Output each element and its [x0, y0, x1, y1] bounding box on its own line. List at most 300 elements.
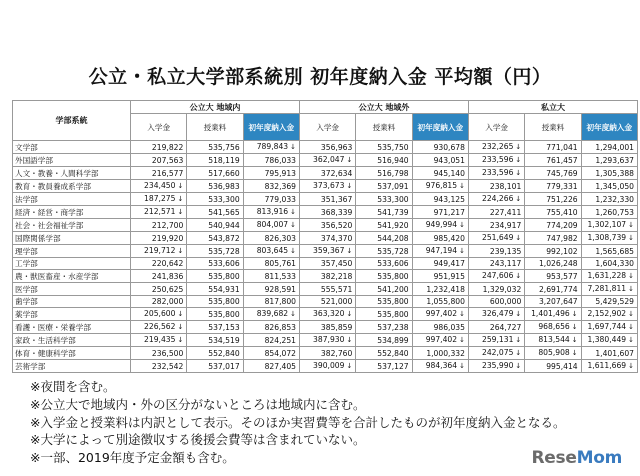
col-admission: 入学金	[299, 114, 355, 141]
cell-value: 1,565,685	[595, 246, 634, 256]
decrease-arrow-icon: ↓	[177, 310, 184, 318]
table-cell	[131, 193, 187, 206]
cell-value: 543,872	[208, 233, 240, 243]
cell-value: 839,682	[256, 309, 289, 318]
table-cell	[131, 347, 187, 360]
footnote: ※入学金と授業料は内訳として表示。そのほか実習費等を合計したものが初年度納入金となる。	[30, 414, 566, 430]
table-cell	[243, 296, 299, 308]
cell-value: 372,634	[320, 168, 353, 178]
cell-value: 187,275	[144, 194, 176, 203]
table-cell	[525, 283, 581, 296]
table-cell	[187, 167, 243, 180]
row-label: 体育・健康科学部	[13, 347, 131, 360]
table-cell	[412, 308, 468, 321]
table-cell	[131, 154, 187, 167]
cell-value: 811,533	[264, 271, 296, 281]
table-cell	[525, 334, 581, 347]
table-cell	[356, 283, 412, 296]
table-cell	[412, 334, 468, 347]
table-row	[13, 308, 638, 321]
table-cell	[468, 167, 524, 180]
table-cell	[187, 334, 243, 347]
decrease-arrow-icon: ↓	[515, 195, 522, 203]
decrease-arrow-icon: ↓	[515, 143, 522, 151]
table-cell	[412, 232, 468, 245]
cell-value: 1,631,228	[587, 271, 627, 280]
cell-value: 943,125	[433, 194, 465, 204]
table-cell	[299, 283, 355, 296]
table-cell	[187, 347, 243, 360]
cell-value: 516,940	[377, 155, 409, 165]
decrease-arrow-icon: ↓	[515, 349, 522, 357]
cell-value: 216,577	[151, 168, 184, 178]
table-cell	[243, 347, 299, 360]
cell-value: 382,218	[320, 271, 353, 281]
table-cell	[525, 270, 581, 283]
table-cell	[412, 360, 468, 373]
table-cell	[299, 219, 355, 232]
cell-value: 997,402	[425, 309, 458, 318]
decrease-arrow-icon: ↓	[177, 182, 184, 190]
table-cell	[412, 347, 468, 360]
row-label: 国際関係学部	[13, 232, 131, 245]
table-cell	[581, 321, 637, 334]
table-cell	[187, 245, 243, 258]
cell-value: 227,411	[489, 207, 522, 217]
footnote: ※大学によって別途徴収する後援会費等は含まれていない。	[30, 432, 366, 448]
decrease-arrow-icon: ↓	[628, 362, 634, 370]
table-cell	[187, 308, 243, 321]
cell-value: 533,300	[377, 194, 409, 204]
cell-value: 1,232,418	[426, 284, 465, 294]
cell-value: 1,260,753	[595, 207, 634, 217]
cell-value: 205,600	[144, 309, 176, 318]
table-row	[13, 154, 638, 167]
table-cell	[468, 193, 524, 206]
table-cell	[412, 219, 468, 232]
cell-value: 984,364	[425, 361, 458, 370]
cell-value: 540,944	[208, 220, 240, 230]
decrease-arrow-icon: ↓	[628, 323, 634, 331]
cell-value: 535,750	[377, 142, 409, 152]
table-cell	[412, 206, 468, 219]
cell-value: 774,209	[546, 220, 578, 230]
cell-value: 387,930	[313, 335, 345, 344]
cell-value: 761,457	[546, 155, 578, 165]
decrease-arrow-icon: ↓	[459, 182, 465, 190]
table-cell	[468, 308, 524, 321]
cell-value: 247,606	[482, 271, 514, 280]
cell-value: 541,200	[377, 284, 409, 294]
cell-value: 374,370	[320, 233, 353, 243]
table-cell	[525, 219, 581, 232]
table-row	[13, 167, 638, 180]
table-cell	[243, 270, 299, 283]
cell-value: 535,800	[377, 271, 409, 281]
decrease-arrow-icon: ↓	[571, 349, 578, 357]
cell-value: 541,565	[208, 207, 240, 217]
table-cell	[187, 180, 243, 193]
table-cell	[299, 321, 355, 334]
table-cell	[412, 270, 468, 283]
table-cell	[581, 167, 637, 180]
cell-value: 516,798	[377, 168, 409, 178]
table-cell	[299, 334, 355, 347]
cell-value: 2,152,902	[587, 309, 627, 318]
table-cell	[525, 180, 581, 193]
table-cell	[187, 258, 243, 270]
table-cell	[187, 321, 243, 334]
table-cell	[131, 360, 187, 373]
cell-value: 943,051	[433, 155, 465, 165]
cell-value: 356,963	[320, 142, 353, 152]
cell-value: 779,331	[546, 181, 578, 191]
cell-value: 535,728	[208, 246, 240, 256]
cell-value: 537,017	[208, 361, 240, 371]
resemom-logo: ReseMom	[531, 448, 622, 468]
table-cell	[356, 193, 412, 206]
cell-value: 382,760	[320, 348, 353, 358]
table-cell	[356, 347, 412, 360]
cell-value: 928,591	[264, 284, 296, 294]
cell-value: 827,405	[264, 361, 296, 371]
table-cell	[525, 321, 581, 334]
decrease-arrow-icon: ↓	[346, 362, 353, 370]
cell-value: 212,571	[144, 207, 176, 216]
cell-value: 356,520	[320, 220, 353, 230]
table-cell	[581, 141, 637, 154]
cell-value: 251,649	[482, 233, 514, 242]
footnote: ※公立大で地域内・外の区分がないところは地域内に含む。	[30, 396, 366, 412]
row-label: 工学部	[13, 258, 131, 270]
table-cell	[131, 232, 187, 245]
decrease-arrow-icon: ↓	[571, 323, 578, 331]
table-cell	[581, 193, 637, 206]
table-cell	[299, 232, 355, 245]
table-cell	[356, 321, 412, 334]
cell-value: 226,562	[144, 322, 176, 331]
col-first-year: 初年度納入金	[581, 114, 637, 141]
table-cell	[356, 270, 412, 283]
row-label: 理学部	[13, 245, 131, 258]
cell-value: 826,853	[264, 322, 296, 332]
cell-value: 930,678	[433, 142, 465, 152]
decrease-arrow-icon: ↓	[459, 362, 465, 370]
table-cell	[581, 206, 637, 219]
table-cell	[187, 360, 243, 373]
table-cell	[243, 219, 299, 232]
decrease-arrow-icon: ↓	[515, 156, 522, 164]
cell-value: 1,380,449	[587, 335, 627, 344]
decrease-arrow-icon: ↓	[346, 156, 353, 164]
table-cell	[468, 245, 524, 258]
row-label: 人文・教養・人間科学部	[13, 167, 131, 180]
table-row	[13, 360, 638, 373]
cell-value: 541,739	[377, 207, 409, 217]
cell-value: 745,769	[546, 168, 578, 178]
table-cell	[468, 334, 524, 347]
decrease-arrow-icon: ↓	[515, 234, 522, 242]
table-row	[13, 245, 638, 258]
cell-value: 359,367	[313, 246, 345, 255]
table-cell	[243, 245, 299, 258]
table-cell	[299, 245, 355, 258]
table-cell	[243, 232, 299, 245]
cell-value: 212,700	[151, 220, 184, 230]
cell-value: 805,908	[538, 348, 570, 357]
cell-value: 521,000	[320, 297, 353, 306]
table-cell	[356, 206, 412, 219]
decrease-arrow-icon: ↓	[515, 362, 522, 370]
table-cell	[299, 167, 355, 180]
table-cell	[412, 321, 468, 334]
col-tuition: 授業料	[525, 114, 581, 141]
cell-value: 824,251	[264, 335, 296, 345]
table-cell	[412, 245, 468, 258]
row-label: 農・獣医畜産・水産学部	[13, 270, 131, 283]
table-cell	[468, 141, 524, 154]
cell-value: 953,577	[546, 271, 578, 281]
decrease-arrow-icon: ↓	[628, 272, 634, 280]
table-cell	[356, 180, 412, 193]
col-admission: 入学金	[131, 114, 187, 141]
decrease-arrow-icon: ↓	[177, 208, 184, 216]
group-header-public-inside: 公立大 地域内	[131, 101, 300, 114]
table-cell	[581, 245, 637, 258]
decrease-arrow-icon: ↓	[571, 336, 578, 344]
cell-value: 537,153	[208, 322, 240, 332]
cell-value: 535,728	[377, 246, 409, 256]
cell-value: 976,815	[425, 181, 458, 190]
cell-value: 259,131	[482, 335, 514, 344]
cell-value: 995,414	[546, 361, 578, 371]
group-header-private: 私立大	[468, 101, 637, 114]
table-cell	[468, 206, 524, 219]
decrease-arrow-icon: ↓	[346, 247, 353, 255]
decrease-arrow-icon: ↓	[177, 323, 184, 331]
decrease-arrow-icon: ↓	[459, 247, 465, 255]
cell-value: 1,308,739	[587, 233, 627, 242]
row-label: 歯学部	[13, 296, 131, 308]
decrease-arrow-icon: ↓	[177, 247, 184, 255]
cell-value: 949,417	[433, 259, 465, 268]
table-row	[13, 283, 638, 296]
table-cell	[581, 154, 637, 167]
cell-value: 1,611,669	[587, 361, 627, 370]
cell-value: 368,339	[320, 207, 353, 217]
table-cell	[525, 141, 581, 154]
table-cell	[412, 154, 468, 167]
table-cell	[187, 283, 243, 296]
cell-value: 1,329,032	[482, 284, 522, 294]
cell-value: 535,800	[208, 309, 240, 319]
table-cell	[187, 141, 243, 154]
table-cell	[525, 296, 581, 308]
table-cell	[525, 308, 581, 321]
decrease-arrow-icon: ↓	[177, 195, 184, 203]
table-cell	[581, 308, 637, 321]
table-cell	[131, 206, 187, 219]
cell-value: 779,033	[264, 194, 296, 204]
table-cell	[299, 360, 355, 373]
cell-value: 219,712	[144, 246, 176, 255]
table-cell	[525, 193, 581, 206]
cell-value: 533,606	[377, 259, 409, 268]
table-row	[13, 180, 638, 193]
cell-value: 535,756	[208, 142, 240, 152]
table-cell	[581, 296, 637, 308]
col-admission: 入学金	[468, 114, 524, 141]
table-cell	[299, 154, 355, 167]
corner-header: 学部系統	[13, 101, 131, 141]
row-label: 外国語学部	[13, 154, 131, 167]
cell-value: 219,920	[151, 233, 184, 243]
cell-value: 220,642	[151, 259, 184, 268]
table-row	[13, 206, 638, 219]
table-cell	[131, 141, 187, 154]
cell-value: 224,266	[482, 194, 514, 203]
cell-value: 373,673	[313, 181, 345, 190]
table-row	[13, 258, 638, 270]
decrease-arrow-icon: ↓	[515, 272, 522, 280]
decrease-arrow-icon: ↓	[290, 247, 296, 255]
cell-value: 219,435	[144, 335, 176, 344]
table-cell	[525, 206, 581, 219]
cell-value: 234,450	[144, 181, 176, 190]
table-cell	[131, 167, 187, 180]
cell-value: 518,119	[208, 155, 240, 165]
cell-value: 242,075	[482, 348, 514, 357]
table-row	[13, 219, 638, 232]
table-cell	[468, 180, 524, 193]
cell-value: 813,544	[538, 335, 570, 344]
decrease-arrow-icon: ↓	[346, 336, 353, 344]
table-cell	[581, 258, 637, 270]
table-cell	[187, 154, 243, 167]
cell-value: 1,697,744	[587, 322, 627, 331]
cell-value: 826,303	[264, 233, 296, 243]
cell-value: 282,000	[151, 297, 184, 306]
cell-value: 985,420	[433, 233, 465, 243]
table-cell	[412, 180, 468, 193]
table-cell	[131, 180, 187, 193]
table-cell	[243, 283, 299, 296]
cell-value: 233,596	[482, 155, 514, 164]
decrease-arrow-icon: ↓	[459, 221, 465, 229]
table-cell	[243, 193, 299, 206]
table-cell	[131, 334, 187, 347]
cell-value: 600,000	[489, 297, 522, 306]
decrease-arrow-icon: ↓	[346, 182, 353, 190]
cell-value: 533,606	[208, 259, 240, 268]
row-label: 家政・生活科学部	[13, 334, 131, 347]
table-cell	[243, 180, 299, 193]
table-cell	[299, 308, 355, 321]
table-cell	[187, 232, 243, 245]
cell-value: 390,009	[313, 361, 345, 370]
table-row	[13, 193, 638, 206]
row-label: 社会・社会福祉学部	[13, 219, 131, 232]
row-label: 芸術学部	[13, 360, 131, 373]
tuition-table	[12, 100, 638, 373]
table-cell	[243, 154, 299, 167]
cell-value: 1,293,637	[595, 155, 634, 165]
table-cell	[468, 296, 524, 308]
decrease-arrow-icon: ↓	[290, 221, 296, 229]
table-cell	[581, 347, 637, 360]
table-cell	[412, 283, 468, 296]
cell-value: 239,135	[489, 246, 522, 256]
cell-value: 1,000,332	[426, 348, 465, 358]
table-cell	[131, 258, 187, 270]
cell-value: 1,604,330	[595, 259, 634, 268]
cell-value: 517,660	[208, 168, 240, 178]
cell-value: 250,625	[151, 284, 184, 294]
table-row	[13, 232, 638, 245]
cell-value: 544,208	[377, 233, 409, 243]
table-cell	[299, 296, 355, 308]
cell-value: 1,026,248	[538, 259, 578, 268]
decrease-arrow-icon: ↓	[459, 310, 465, 318]
cell-value: 357,450	[320, 259, 353, 268]
footnote: ※一部、2019年度予定金額も含む。	[30, 450, 235, 466]
table-cell	[581, 283, 637, 296]
table-cell	[243, 167, 299, 180]
cell-value: 232,542	[151, 361, 184, 371]
table-cell	[581, 360, 637, 373]
table-cell	[299, 141, 355, 154]
cell-value: 1,055,800	[426, 297, 465, 306]
decrease-arrow-icon: ↓	[290, 310, 296, 318]
table-row	[13, 334, 638, 347]
col-tuition: 授業料	[356, 114, 412, 141]
decrease-arrow-icon: ↓	[515, 336, 522, 344]
table-cell	[243, 258, 299, 270]
cell-value: 219,822	[151, 142, 184, 152]
row-label: 医学部	[13, 283, 131, 296]
cell-value: 236,500	[151, 348, 184, 358]
cell-value: 947,194	[425, 246, 458, 255]
table-cell	[131, 245, 187, 258]
table-cell	[299, 206, 355, 219]
row-label: 教育・教員養成系学部	[13, 180, 131, 193]
table-cell	[131, 283, 187, 296]
cell-value: 771,041	[546, 142, 578, 152]
row-label: 看護・医療・栄養学部	[13, 321, 131, 334]
table-cell	[356, 334, 412, 347]
cell-value: 385,859	[320, 322, 353, 332]
row-label: 文学部	[13, 141, 131, 154]
cell-value: 804,007	[256, 220, 289, 229]
table-cell	[581, 180, 637, 193]
cell-value: 537,127	[377, 361, 409, 371]
cell-value: 813,916	[256, 207, 289, 216]
cell-value: 803,645	[256, 246, 289, 255]
cell-value: 362,047	[313, 155, 345, 164]
cell-value: 535,800	[208, 297, 240, 306]
cell-value: 535,800	[377, 297, 409, 306]
table-cell	[468, 219, 524, 232]
table-cell	[525, 167, 581, 180]
cell-value: 1,401,496	[531, 309, 570, 318]
cell-value: 951,915	[433, 271, 465, 281]
table-cell	[131, 296, 187, 308]
table-cell	[356, 141, 412, 154]
table-cell	[468, 154, 524, 167]
table-cell	[525, 245, 581, 258]
table-cell	[187, 219, 243, 232]
table-cell	[468, 283, 524, 296]
